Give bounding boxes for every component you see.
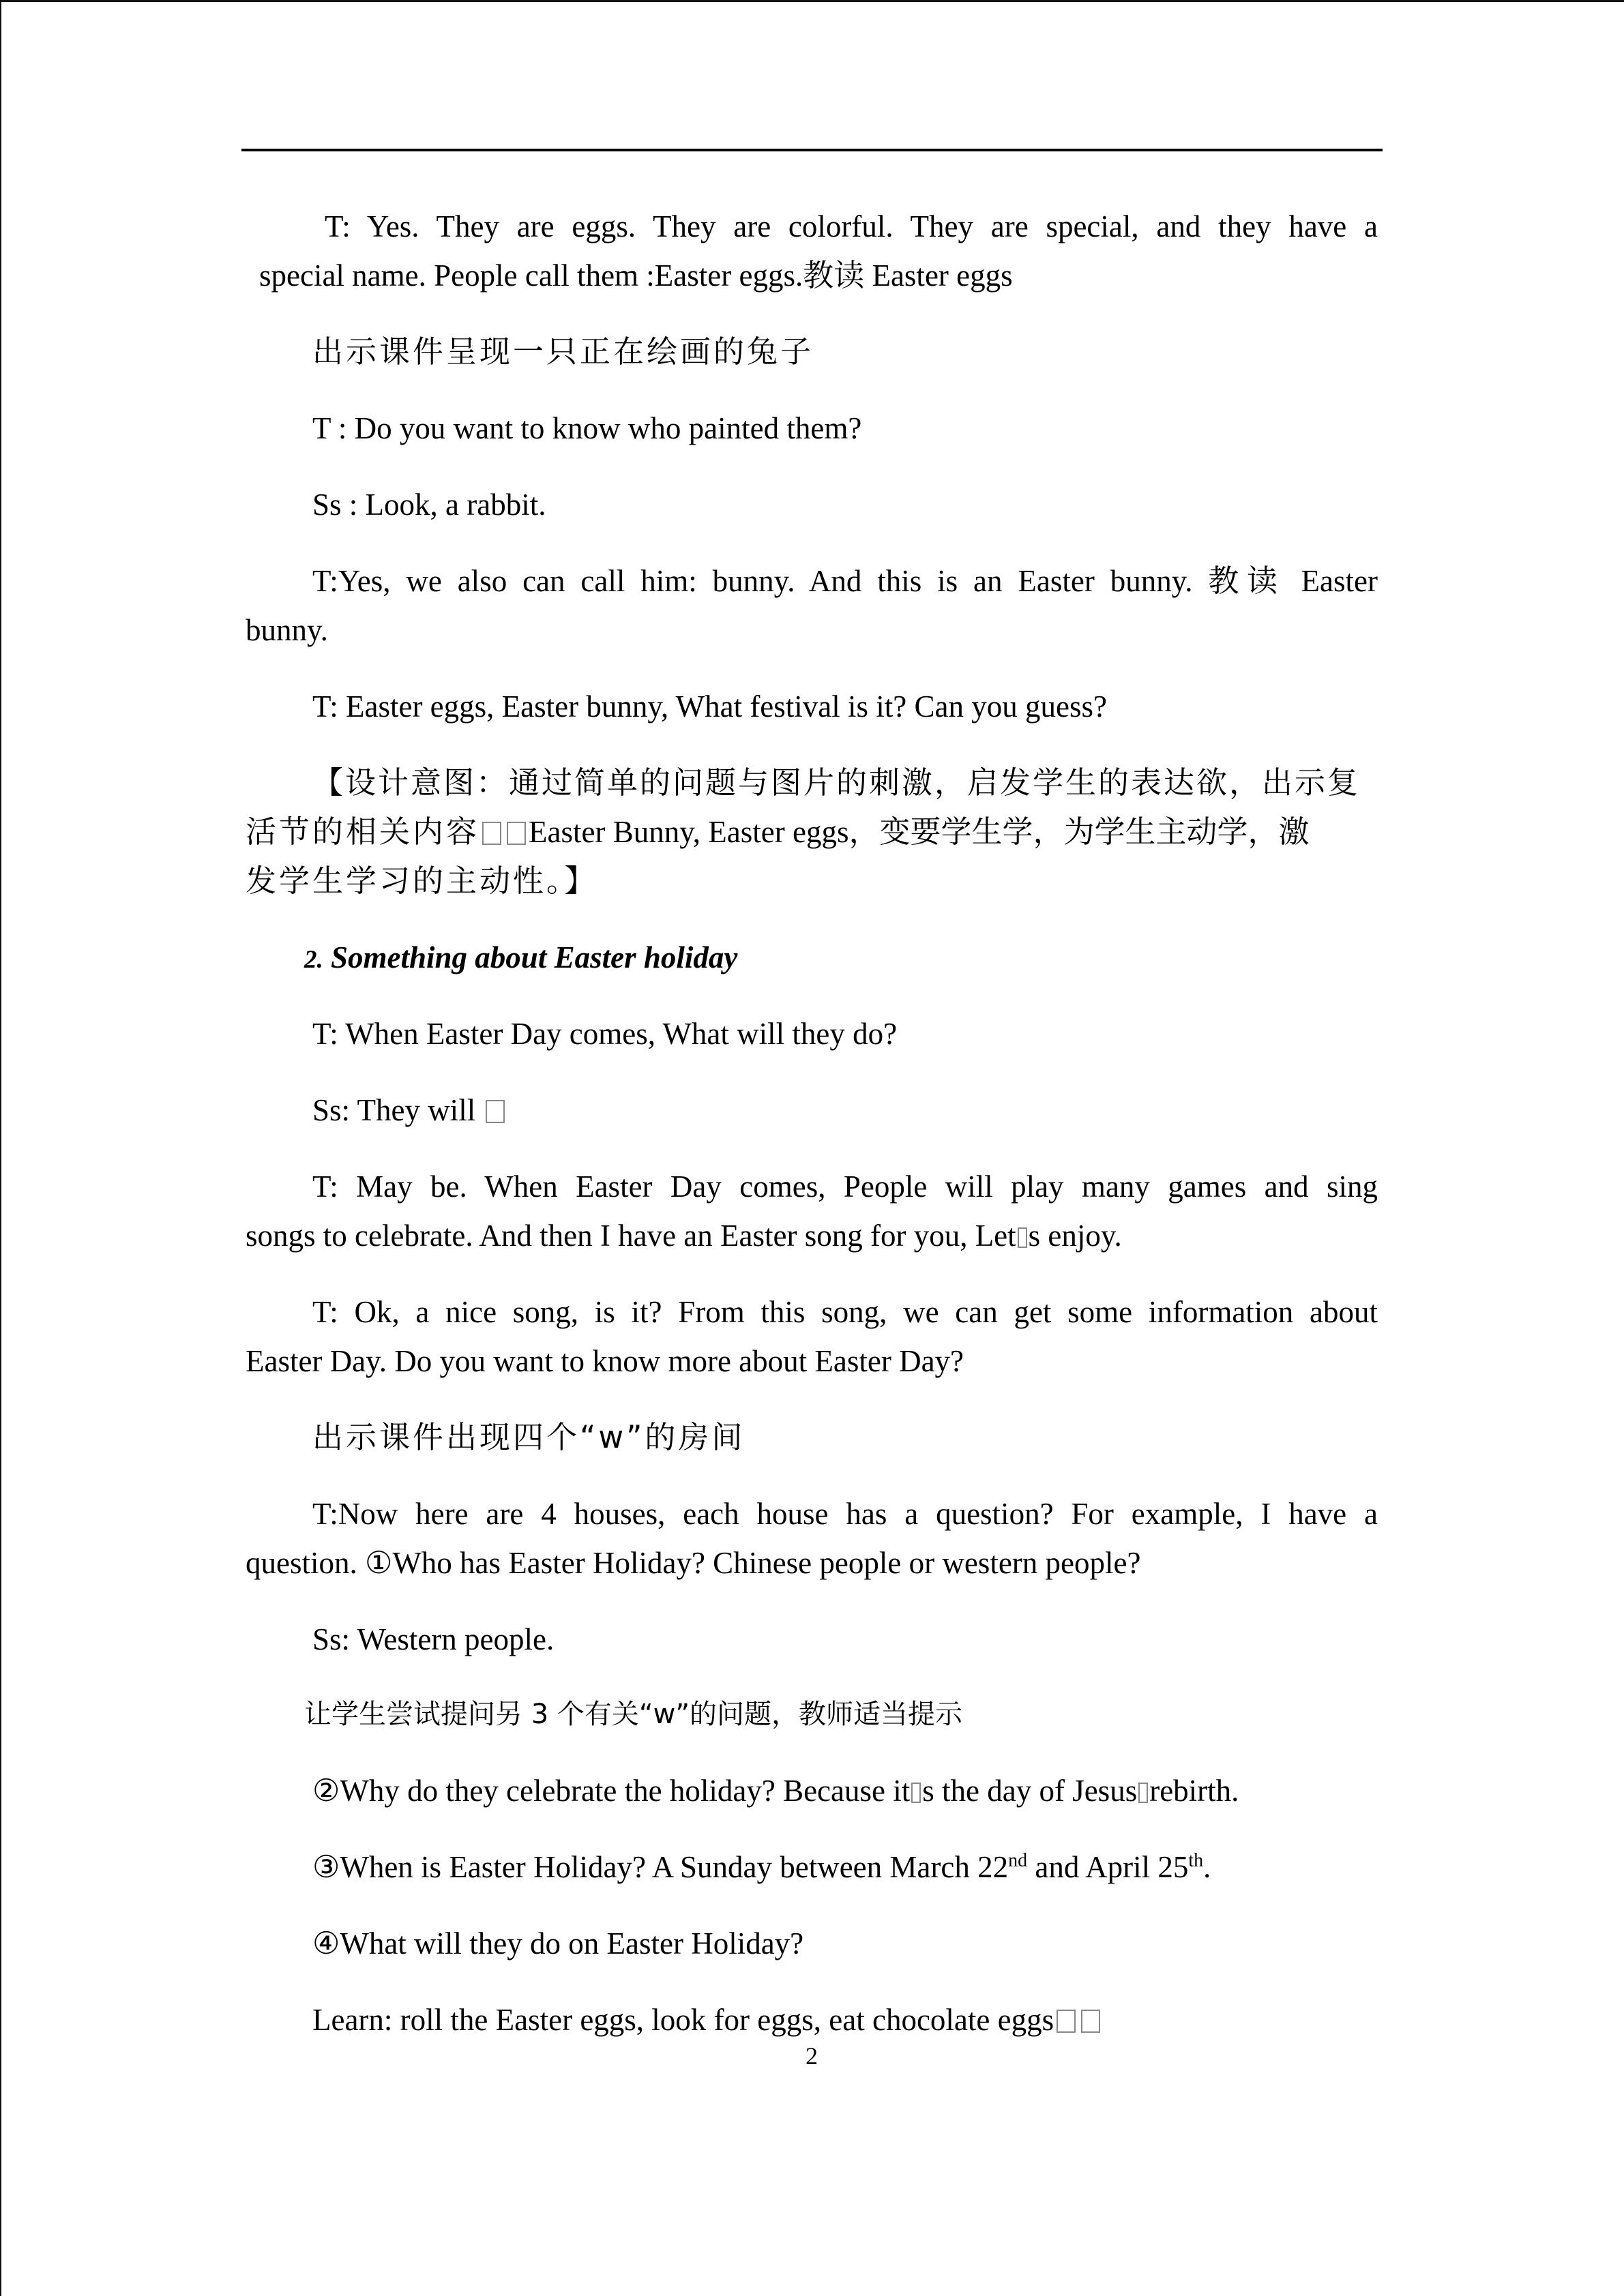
- question-3-text-a: ③When is Easter Holiday? A Sunday between March 22: [312, 1850, 1009, 1884]
- instruction-three-questions: 让学生尝试提问另 3 个有关“w”的问题，教师适当提示: [304, 1699, 963, 1730]
- learn-text: Learn: roll the Easter eggs, look for eggs, eat chocolate eggs: [312, 2003, 1054, 2037]
- question-3-sup-1: nd: [1008, 1850, 1028, 1871]
- paragraph-info-line-2: Easter Day. Do you want to know more about Easter Day?: [246, 1344, 964, 1378]
- paragraph-song-line-1: T: May be. When Easter Day comes, People will play many games and sing: [312, 1169, 1378, 1204]
- teacher-question-festival: T: Easter eggs, Easter bunny, What festival is it? Can you guess?: [312, 689, 1107, 724]
- question-3-text-b: and April 25: [1027, 1850, 1189, 1884]
- missing-glyph-box: [1057, 2010, 1076, 2033]
- instruction-rabbit: 出示课件呈现一只正在绘画的兔子: [312, 333, 814, 370]
- missing-glyph-box: [482, 822, 501, 845]
- paragraph-houses-line-1: T:Now here are 4 houses, each house has a question? For example, I have a: [312, 1497, 1378, 1531]
- teacher-question-painted: T : Do you want to know who painted them?: [312, 411, 862, 445]
- paragraph-1-line-2: special name. People call them :Easter eggs.教读 Easter eggs: [259, 258, 1013, 293]
- section-number: 2.: [304, 946, 323, 974]
- paragraph-bunny-line-1: T:Yes, we also can call him: bunny. And this is an Easter bunny. 教读 Easter: [312, 564, 1378, 598]
- design-intent-en: Easter Bunny, Easter eggs，变要学生学，为学生主动学，激: [529, 815, 1310, 849]
- missing-glyph-box: [1018, 1227, 1027, 1248]
- question-3: [312, 1843, 1211, 1892]
- design-intent-line-3: 发学生学习的主动性。】: [246, 863, 598, 899]
- question-2-text-c: rebirth.: [1149, 1774, 1239, 1808]
- instruction-four-w-rooms: 出示课件出现四个“w”的房间: [312, 1419, 745, 1455]
- paragraph-song-line-2: [246, 1211, 1122, 1260]
- design-intent-line-2: [246, 807, 1378, 856]
- question-2-text-a: ②Why do they celebrate the holiday? Because it: [312, 1774, 911, 1808]
- students-answer-rabbit: Ss : Look, a rabbit.: [312, 488, 546, 522]
- question-3-text-c: .: [1203, 1850, 1211, 1884]
- teacher-question-what-do: T: When Easter Day comes, What will they do?: [312, 1017, 898, 1051]
- question-4: ④What will they do on Easter Holiday?: [312, 1926, 804, 1960]
- section-heading: [304, 933, 737, 985]
- students-answer-western: Ss: Western people.: [312, 1622, 555, 1656]
- question-3-sup-2: th: [1188, 1850, 1204, 1871]
- header-rule: [241, 149, 1383, 151]
- students-answer-will: [312, 1086, 507, 1135]
- paragraph-bunny-line-2: bunny.: [246, 613, 328, 647]
- paragraph-song-text-a: songs to celebrate. And then I have an Easter song for you, Let: [246, 1219, 1016, 1253]
- paragraph-houses-line-2: question. ①Who has Easter Holiday? Chinese people or western people?: [246, 1546, 1141, 1580]
- question-2-text-b: s the day of Jesus: [922, 1774, 1138, 1808]
- missing-glyph-box: [911, 1783, 921, 1803]
- learn-line: [312, 1995, 1103, 2044]
- page-number: 2: [806, 2042, 818, 2070]
- question-2: [312, 1766, 1239, 1815]
- design-intent-line-1: 【设计意图：通过简单的问题与图片的刺激，启发学生的表达欲，出示复: [312, 764, 1361, 801]
- paragraph-song-text-b: s enjoy.: [1028, 1219, 1122, 1253]
- missing-glyph-box: [486, 1100, 505, 1123]
- missing-glyph-box: [1081, 2010, 1100, 2033]
- students-answer-text: Ss: They will: [312, 1093, 476, 1127]
- missing-glyph-box: [1138, 1783, 1148, 1803]
- paragraph-1-line-1: T: Yes. They are eggs. They are colorful. They are special, and they have a: [325, 209, 1378, 243]
- missing-glyph-box: [507, 822, 526, 845]
- section-title: Something about Easter holiday: [331, 940, 738, 974]
- paragraph-info-line-1: T: Ok, a nice song, is it? From this song, we can get some information about: [312, 1295, 1378, 1329]
- design-intent-cn: 活节的相关内容: [246, 814, 480, 850]
